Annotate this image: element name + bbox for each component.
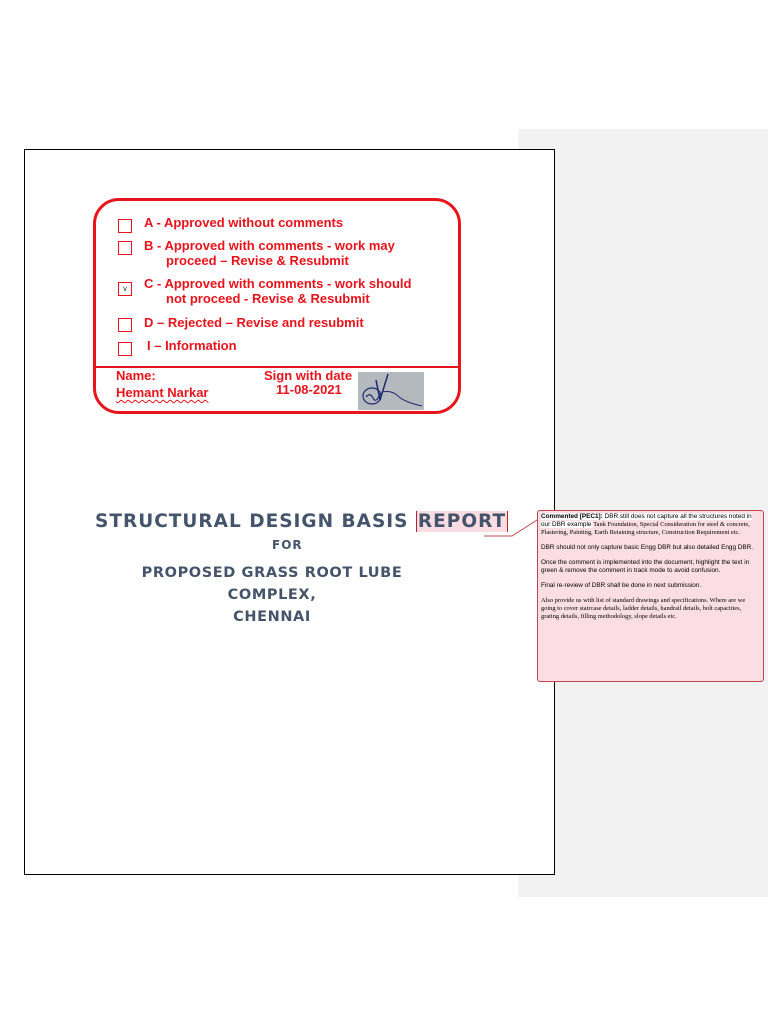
checkbox-b[interactable] bbox=[118, 241, 132, 255]
comment-paragraph-5: Also provide us with list of standard drawings and specifications. Where are we going to cover staircase details, ladder details, handrail details, bolt capacities, grating details, filling methodology, slope details etc. bbox=[541, 597, 746, 620]
approval-stamp bbox=[93, 198, 461, 414]
comment-author: Commented [PEC1]: bbox=[541, 513, 603, 520]
name-value: Hemant Narkar bbox=[116, 385, 209, 400]
comment-balloon[interactable] bbox=[537, 510, 764, 682]
option-b-label-line1: B - Approved with comments - work may bbox=[144, 238, 395, 253]
checkbox-i[interactable] bbox=[118, 342, 132, 356]
checkbox-a[interactable] bbox=[118, 219, 132, 233]
option-b-label-line2: proceed – Revise & Resubmit bbox=[166, 253, 349, 268]
subtitle-line1: PROPOSED GRASS ROOT LUBE COMPLEX, bbox=[141, 565, 403, 603]
comment-paragraph-3: Once the comment is implemented into the document, highlight the text in green & remove the comment in track mode to avoid confusion. bbox=[541, 559, 750, 574]
option-c-label-line1: C - Approved with comments - work should bbox=[144, 276, 412, 291]
comment-paragraph-4: Final re-review of DBR shall be done in next submission. bbox=[541, 582, 702, 589]
comment-paragraph-1 bbox=[541, 513, 760, 537]
signature-scribble bbox=[358, 372, 424, 410]
option-a-label: A - Approved without comments bbox=[144, 215, 344, 230]
comment-p1-text: DBR still does not capture all the structures noted in our DBR example bbox=[541, 513, 752, 528]
comment-paragraph-2: DBR should not only capture basic Engg DBR but also detailed Engg DBR. bbox=[541, 544, 754, 551]
title-prefix: STRUCTURAL DESIGN BASIS bbox=[95, 511, 416, 532]
name-label: Name: bbox=[116, 368, 156, 383]
option-d-label: D – Rejected – Revise and resubmit bbox=[144, 315, 364, 330]
checkbox-d[interactable] bbox=[118, 318, 132, 332]
option-c-label-line2: not proceed - Revise & Resubmit bbox=[166, 291, 370, 306]
sign-label: Sign with date bbox=[264, 368, 353, 383]
signature-image bbox=[358, 372, 424, 410]
document-subtitle bbox=[102, 562, 442, 628]
title-highlighted-word[interactable]: REPORT bbox=[417, 511, 507, 532]
option-i-label: I – Information bbox=[147, 338, 237, 353]
subtitle-line2: CHENNAI bbox=[233, 609, 311, 625]
title-for: FOR bbox=[272, 538, 303, 552]
document-title bbox=[95, 511, 508, 532]
checkbox-c[interactable]: v bbox=[118, 282, 132, 296]
comment-p1-serif: Tank Foundation, Special Consideration for steel & concrete, Plastering, Painting, Earth Retaining structure, Construction Requirement etc. bbox=[541, 521, 750, 536]
date-value: 11-08-2021 bbox=[276, 382, 342, 397]
